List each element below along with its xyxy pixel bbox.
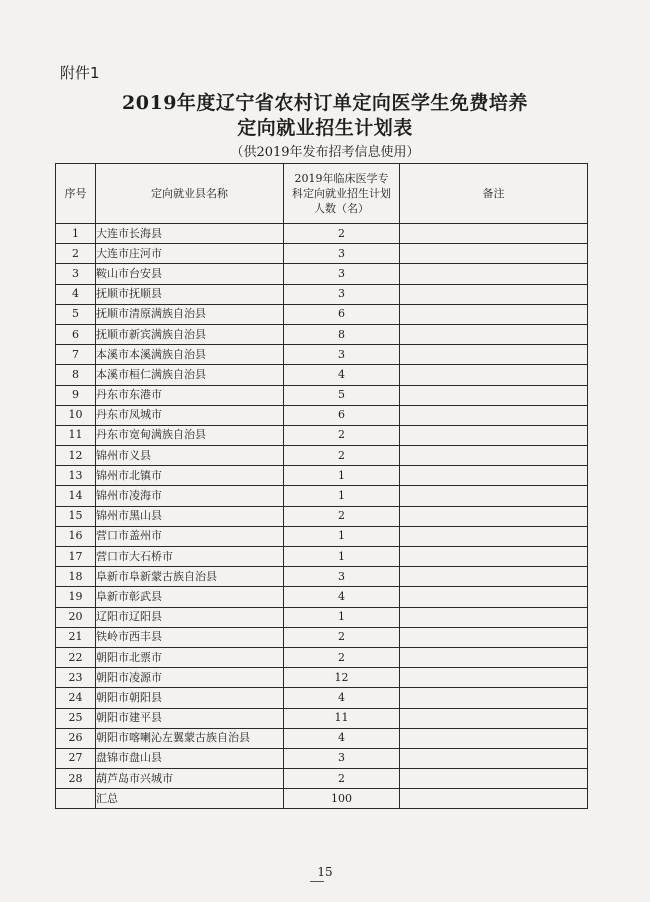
- remarks-cell: [400, 668, 588, 688]
- table-row: [56, 587, 588, 607]
- county-name: 朝阳市建平县: [96, 708, 284, 728]
- quota-value: 100: [284, 789, 400, 809]
- remarks-cell: [400, 567, 588, 587]
- remarks-cell: [400, 324, 588, 344]
- county-name: 汇总: [96, 789, 284, 809]
- row-number: 20: [56, 607, 96, 627]
- remarks-cell: [400, 627, 588, 647]
- table-row: [56, 486, 588, 506]
- row-number: 1: [56, 224, 96, 244]
- table-body: [56, 224, 588, 809]
- row-number: 28: [56, 769, 96, 789]
- table-row: [56, 708, 588, 728]
- quota-value: 1: [284, 547, 400, 567]
- quota-value: 2: [284, 425, 400, 445]
- quota-value: 4: [284, 728, 400, 748]
- remarks-cell: [400, 385, 588, 405]
- county-name: 营口市盖州市: [96, 526, 284, 546]
- document-subtitle: （供2019年发布招考信息使用）: [230, 145, 420, 160]
- remarks-cell: [400, 688, 588, 708]
- table-row: [56, 385, 588, 405]
- row-number: 13: [56, 466, 96, 486]
- quota-value: 3: [284, 264, 400, 284]
- quota-value: 2: [284, 506, 400, 526]
- row-number: 14: [56, 486, 96, 506]
- county-name: 营口市大石桥市: [96, 547, 284, 567]
- table-row: [56, 224, 588, 244]
- enrollment-plan-table: [55, 163, 588, 809]
- county-name: 抚顺市新宾满族自治县: [96, 324, 284, 344]
- table-row: [56, 264, 588, 284]
- county-name: 朝阳市凌源市: [96, 668, 284, 688]
- remarks-cell: [400, 708, 588, 728]
- table-row: [56, 547, 588, 567]
- row-number: 15: [56, 506, 96, 526]
- quota-value: 5: [284, 385, 400, 405]
- remarks-cell: [400, 607, 588, 627]
- quota-value: 1: [284, 486, 400, 506]
- table-row: [56, 607, 588, 627]
- remarks-cell: [400, 547, 588, 567]
- row-number: 27: [56, 748, 96, 768]
- quota-value: 2: [284, 224, 400, 244]
- county-name: 丹东市东港市: [96, 385, 284, 405]
- remarks-cell: [400, 769, 588, 789]
- county-name: 鞍山市台安县: [96, 264, 284, 284]
- table-row: [56, 506, 588, 526]
- quota-value: 3: [284, 244, 400, 264]
- quota-value: 2: [284, 647, 400, 667]
- header-county: 定向就业县名称: [96, 164, 284, 224]
- county-name: 锦州市凌海市: [96, 486, 284, 506]
- quota-value: 4: [284, 688, 400, 708]
- quota-value: 3: [284, 748, 400, 768]
- quota-value: 3: [284, 345, 400, 365]
- table-row: [56, 526, 588, 546]
- table-row: [56, 405, 588, 425]
- county-name: 锦州市义县: [96, 446, 284, 466]
- page-number-underline: [310, 881, 324, 882]
- quota-value: 4: [284, 365, 400, 385]
- quota-value: 2: [284, 446, 400, 466]
- row-number: 5: [56, 304, 96, 324]
- table-row: [56, 304, 588, 324]
- county-name: 大连市庄河市: [96, 244, 284, 264]
- county-name: 抚顺市抚顺县: [96, 284, 284, 304]
- remarks-cell: [400, 405, 588, 425]
- county-name: 盘锦市盘山县: [96, 748, 284, 768]
- county-name: 本溪市桓仁满族自治县: [96, 365, 284, 385]
- row-number: [56, 789, 96, 809]
- row-number: 12: [56, 446, 96, 466]
- quota-value: 2: [284, 627, 400, 647]
- table-row: [56, 647, 588, 667]
- quota-value: 1: [284, 466, 400, 486]
- county-name: 丹东市宽甸满族自治县: [96, 425, 284, 445]
- header-no: 序号: [56, 164, 96, 224]
- county-name: 辽阳市辽阳县: [96, 607, 284, 627]
- attachment-label: 附件1: [60, 64, 100, 82]
- remarks-cell: [400, 446, 588, 466]
- quota-value: 1: [284, 607, 400, 627]
- remarks-cell: [400, 587, 588, 607]
- row-number: 18: [56, 567, 96, 587]
- row-number: 9: [56, 385, 96, 405]
- table-row: [56, 688, 588, 708]
- quota-value: 2: [284, 769, 400, 789]
- row-number: 24: [56, 688, 96, 708]
- remarks-cell: [400, 728, 588, 748]
- row-number: 23: [56, 668, 96, 688]
- row-number: 22: [56, 647, 96, 667]
- county-name: 抚顺市清原满族自治县: [96, 304, 284, 324]
- quota-value: 8: [284, 324, 400, 344]
- remarks-cell: [400, 789, 588, 809]
- county-name: 葫芦岛市兴城市: [96, 769, 284, 789]
- table-row: [56, 324, 588, 344]
- remarks-cell: [400, 224, 588, 244]
- county-name: 丹东市凤城市: [96, 405, 284, 425]
- county-name: 阜新市彰武县: [96, 587, 284, 607]
- county-name: 朝阳市北票市: [96, 647, 284, 667]
- table-row: [56, 668, 588, 688]
- remarks-cell: [400, 304, 588, 324]
- row-number: 6: [56, 324, 96, 344]
- quota-value: 3: [284, 567, 400, 587]
- table-row: [56, 769, 588, 789]
- table-row: [56, 345, 588, 365]
- row-number: 7: [56, 345, 96, 365]
- quota-value: 12: [284, 668, 400, 688]
- table-row: [56, 446, 588, 466]
- remarks-cell: [400, 466, 588, 486]
- table-total-row: [56, 789, 588, 809]
- row-number: 10: [56, 405, 96, 425]
- row-number: 19: [56, 587, 96, 607]
- row-number: 2: [56, 244, 96, 264]
- county-name: 铁岭市西丰县: [96, 627, 284, 647]
- row-number: 16: [56, 526, 96, 546]
- remarks-cell: [400, 425, 588, 445]
- county-name: 大连市长海县: [96, 224, 284, 244]
- row-number: 4: [56, 284, 96, 304]
- row-number: 25: [56, 708, 96, 728]
- county-name: 阜新市阜新蒙古族自治县: [96, 567, 284, 587]
- row-number: 11: [56, 425, 96, 445]
- table-row: [56, 567, 588, 587]
- header-quota: 2019年临床医学专科定向就业招生计划人数（名）: [284, 164, 400, 224]
- table-row: [56, 728, 588, 748]
- table-row: [56, 425, 588, 445]
- remarks-cell: [400, 748, 588, 768]
- county-name: 锦州市黑山县: [96, 506, 284, 526]
- row-number: 26: [56, 728, 96, 748]
- table-row: [56, 244, 588, 264]
- header-remarks: 备注: [400, 164, 588, 224]
- row-number: 3: [56, 264, 96, 284]
- remarks-cell: [400, 365, 588, 385]
- remarks-cell: [400, 345, 588, 365]
- row-number: 8: [56, 365, 96, 385]
- remarks-cell: [400, 244, 588, 264]
- table-row: [56, 284, 588, 304]
- quota-value: 11: [284, 708, 400, 728]
- quota-value: 6: [284, 405, 400, 425]
- document-title-line-1: 2019年度辽宁省农村订单定向医学生免费培养: [122, 92, 528, 114]
- remarks-cell: [400, 284, 588, 304]
- remarks-cell: [400, 506, 588, 526]
- county-name: 朝阳市喀喇沁左翼蒙古族自治县: [96, 728, 284, 748]
- remarks-cell: [400, 647, 588, 667]
- remarks-cell: [400, 264, 588, 284]
- table-row: [56, 748, 588, 768]
- county-name: 锦州市北镇市: [96, 466, 284, 486]
- county-name: 本溪市本溪满族自治县: [96, 345, 284, 365]
- table-row: [56, 365, 588, 385]
- row-number: 17: [56, 547, 96, 567]
- table-header-row: [56, 164, 588, 224]
- remarks-cell: [400, 526, 588, 546]
- county-name: 朝阳市朝阳县: [96, 688, 284, 708]
- table-row: [56, 466, 588, 486]
- quota-value: 4: [284, 587, 400, 607]
- quota-value: 6: [284, 304, 400, 324]
- page-number: 15: [317, 865, 333, 879]
- table-row: [56, 627, 588, 647]
- row-number: 21: [56, 627, 96, 647]
- quota-value: 3: [284, 284, 400, 304]
- quota-value: 1: [284, 526, 400, 546]
- document-title-line-2: 定向就业招生计划表: [237, 117, 413, 139]
- remarks-cell: [400, 486, 588, 506]
